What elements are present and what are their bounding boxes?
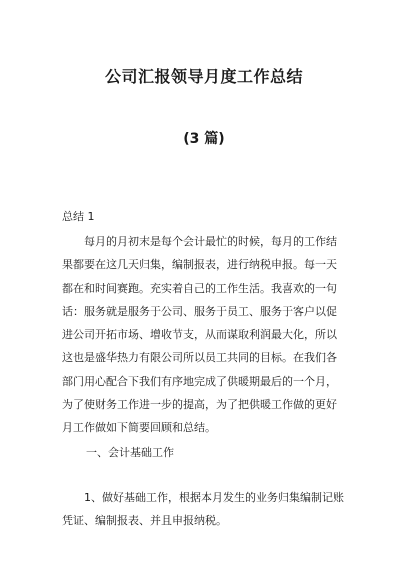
document-subtitle: (3 篇) <box>183 131 225 147</box>
section-heading: 一、会计基础工作 <box>86 446 174 459</box>
paragraph-line: 1、做好基础工作，根据本月发生的业务归集编制记账 <box>84 491 344 504</box>
paragraph-2 <box>62 486 348 533</box>
paragraph-line: 果都要在这几天归集，编制报表，进行纳税申报。每一天 <box>62 258 337 272</box>
paragraph-line: 都在和时间赛跑。充实着自己的工作生活。我喜欢的一句 <box>62 281 337 295</box>
document-title: 公司汇报领导月度工作总结 <box>104 67 303 86</box>
paragraph-line: 月工作做如下简要回顾和总结。 <box>62 421 216 435</box>
paragraph-line: 部门用心配合下我们有序地完成了供暖期最后的一个月， <box>62 374 337 388</box>
paragraph-line: 每月的月初末是每个会计最忙的时候，每月的工作结 <box>84 235 337 248</box>
paragraph-line: 进公司开拓市场、增收节支，从而谋取利润最大化，所以 <box>62 328 337 342</box>
paragraph-line: 为了使财务工作进一步的提高，为了把供暖工作做的更好 <box>62 398 337 412</box>
section-label: 总结 1 <box>62 210 95 223</box>
paragraph-line: 这也是盛华热力有限公司所以员工共同的目标。在我们各 <box>62 351 337 365</box>
paragraph-line: 话：服务就是服务于公司、服务于员工、服务于客户以促 <box>62 304 337 318</box>
paragraph-1 <box>62 230 348 440</box>
paragraph-line: 凭证、编制报表、并且申报纳税。 <box>62 514 227 528</box>
